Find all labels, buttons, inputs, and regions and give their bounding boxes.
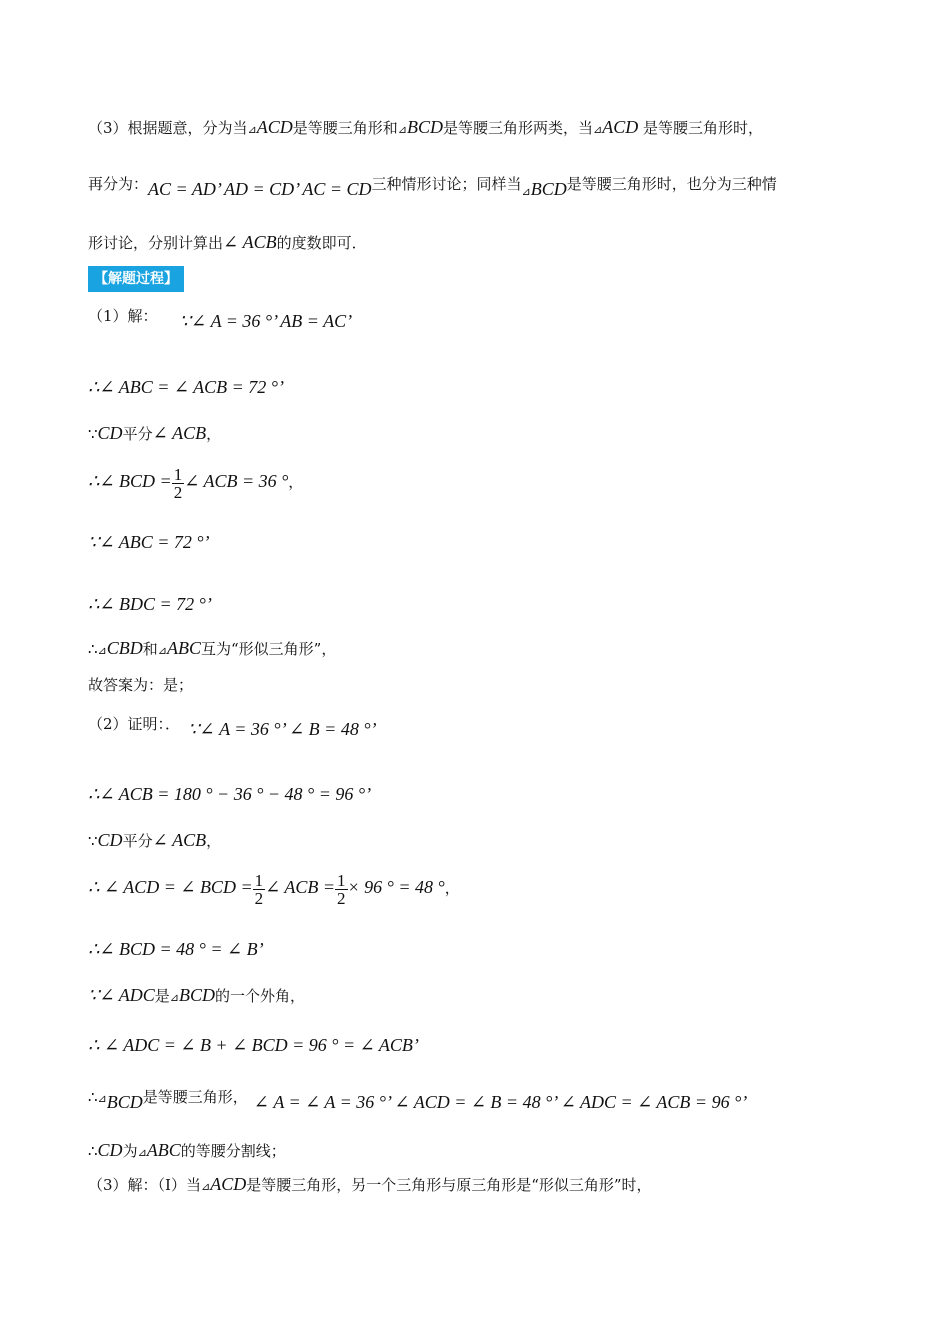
text: 是 xyxy=(154,987,170,1005)
analysis-line-2 xyxy=(88,172,890,197)
text: 是等腰三角形，另一个三角形与原三角形是“形似三角形”时， xyxy=(246,1176,652,1194)
part2-line-2 xyxy=(88,783,890,806)
text: ∵ xyxy=(88,832,98,850)
text: （3）根据题意，分为当 xyxy=(88,119,248,137)
part2-line-6 xyxy=(88,984,890,1009)
analysis-line-1 xyxy=(88,116,890,141)
text: 平分 xyxy=(122,832,153,850)
triangle-symbol: ⊿ xyxy=(157,644,167,657)
text: 和 xyxy=(142,640,158,658)
fraction xyxy=(172,466,185,501)
math-expression: ∠ A = ∠ A = 36 °’ ∠ ACD = ∠ B = 48 °’ ∠ ADC = ∠ ACB = 96 °’ xyxy=(253,1092,748,1112)
analysis-line-3 xyxy=(88,231,890,254)
part2-line-3 xyxy=(88,829,890,852)
part2-line-9 xyxy=(88,1139,890,1164)
fraction-numerator: 1 xyxy=(337,870,346,890)
triangle-symbol: ⊿ xyxy=(137,1146,147,1159)
triangle-symbol: ⊿ xyxy=(169,991,179,1004)
math-expression: ∵∠ ADC xyxy=(88,985,155,1005)
fraction-numerator: 1 xyxy=(254,870,264,890)
text: （1）解： xyxy=(88,307,158,325)
text: 是等腰三角形时， xyxy=(638,119,764,137)
text: ∴ xyxy=(88,1088,98,1106)
text: ， xyxy=(444,879,460,897)
math-expression: CBD xyxy=(106,638,143,658)
math-expression: ABC xyxy=(167,638,201,658)
text: ∴ xyxy=(88,640,98,658)
part2-line-5 xyxy=(88,938,890,961)
text: 互为“形似三角形”， xyxy=(201,640,337,658)
fraction-denominator: 2 xyxy=(337,888,346,908)
math-expression: ∵∠ A = 36 °’ ∠ B = 48 °’ xyxy=(188,719,377,739)
math-expression: BCD xyxy=(106,1092,143,1112)
math-expression: ACD xyxy=(210,1174,247,1194)
fraction-denominator: 2 xyxy=(173,482,183,502)
triangle-symbol: ⊿ xyxy=(97,1092,107,1105)
math-expression: ∴∠ BCD = xyxy=(88,471,172,491)
math-expression: ∵∠ A = 36 °’ AB = AC’ xyxy=(179,311,353,331)
text: ∵ xyxy=(88,425,98,443)
fraction-numerator: 1 xyxy=(173,464,183,484)
math-expression: ACD xyxy=(256,117,293,137)
text: 是等腰三角形， xyxy=(142,1088,248,1106)
text: ， xyxy=(206,425,222,443)
math-expression: CD xyxy=(97,830,123,850)
math-expression: ∴ ∠ ADC = ∠ B + ∠ BCD = 96 ° = ∠ ACB’ xyxy=(88,1035,419,1055)
fraction-denominator: 2 xyxy=(254,888,264,908)
text: （3）解：（Ⅰ）当 xyxy=(88,1176,201,1194)
part2-line-7 xyxy=(88,1034,890,1057)
math-expression: ∵∠ ABC = 72 °’ xyxy=(88,532,210,552)
math-expression: BCD xyxy=(407,117,443,137)
section-label: 【解题过程】 xyxy=(88,266,184,292)
math-expression: ∴∠ BCD = 48 ° = ∠ B’ xyxy=(88,939,264,959)
text: 是等腰三角形和 xyxy=(292,119,398,137)
text: 形讨论，分别计算出 xyxy=(88,234,224,252)
math-expression: ∴∠ ACB = 180 ° − 36 ° − 48 ° = 96 °’ xyxy=(88,784,372,804)
part1-line-6 xyxy=(88,593,890,616)
math-expression: ∠ ACB = xyxy=(265,877,335,897)
math-expression: ∠ ACB = 36 ° xyxy=(184,471,289,491)
text: 再分为： xyxy=(88,175,149,193)
triangle-symbol: ⊿ xyxy=(521,185,531,198)
math-expression: ∠ ACB xyxy=(152,423,207,443)
math-expression: CD xyxy=(97,1140,123,1160)
math-expression: ACD xyxy=(602,117,639,137)
text: 为 xyxy=(122,1142,138,1160)
fraction xyxy=(335,872,348,907)
text: ， xyxy=(206,832,222,850)
part1-line-5 xyxy=(88,531,890,554)
math-expression: CD xyxy=(97,423,123,443)
part1-line-3 xyxy=(88,422,890,445)
text: ， xyxy=(288,473,304,491)
math-expression: ∴∠ ABC = ∠ ACB = 72 °’ xyxy=(88,377,284,397)
math-expression: ∴ ∠ ACD = ∠ BCD = xyxy=(88,877,253,897)
triangle-symbol: ⊿ xyxy=(397,123,407,136)
text: 是等腰三角形两类，当 xyxy=(443,119,594,137)
math-expression: ABC xyxy=(146,1140,181,1160)
triangle-symbol: ⊿ xyxy=(593,123,603,136)
fraction xyxy=(253,872,266,907)
part1-line-4 xyxy=(88,462,890,501)
text: 三种情形讨论；同样当 xyxy=(371,175,522,193)
part1-line-2 xyxy=(88,376,890,399)
text: ∴ xyxy=(88,1142,98,1160)
math-expression: AC = AD’ AD = CD’ AC = CD xyxy=(148,179,372,199)
part2-line-8 xyxy=(88,1085,890,1110)
math-expression: ∠ ACB xyxy=(152,830,207,850)
text: 的一个外角， xyxy=(214,987,305,1005)
text: （2）证明：． xyxy=(88,715,181,733)
part1-line-7 xyxy=(88,637,890,662)
text: 平分 xyxy=(122,425,153,443)
math-expression: BCD xyxy=(178,985,215,1005)
part2-line-4 xyxy=(88,867,890,908)
triangle-symbol: ⊿ xyxy=(200,1180,211,1193)
triangle-symbol: ⊿ xyxy=(97,644,107,657)
part1-line-8: 故答案为：是； xyxy=(88,676,194,694)
part3-line-1 xyxy=(88,1173,890,1198)
math-expression: ∴∠ BDC = 72 °’ xyxy=(88,594,212,614)
text: 的等腰分割线； xyxy=(180,1142,286,1160)
math-expression: BCD xyxy=(530,179,567,199)
math-expression: × 96 ° = 48 ° xyxy=(347,877,445,897)
part2-line-1 xyxy=(88,712,890,739)
text: 是等腰三角形时，也分为三种情 xyxy=(566,175,777,193)
math-expression: ∠ ACB xyxy=(223,232,277,252)
triangle-symbol: ⊿ xyxy=(247,123,257,136)
text: 的度数即可． xyxy=(276,234,367,252)
part1-line-1 xyxy=(88,304,890,331)
